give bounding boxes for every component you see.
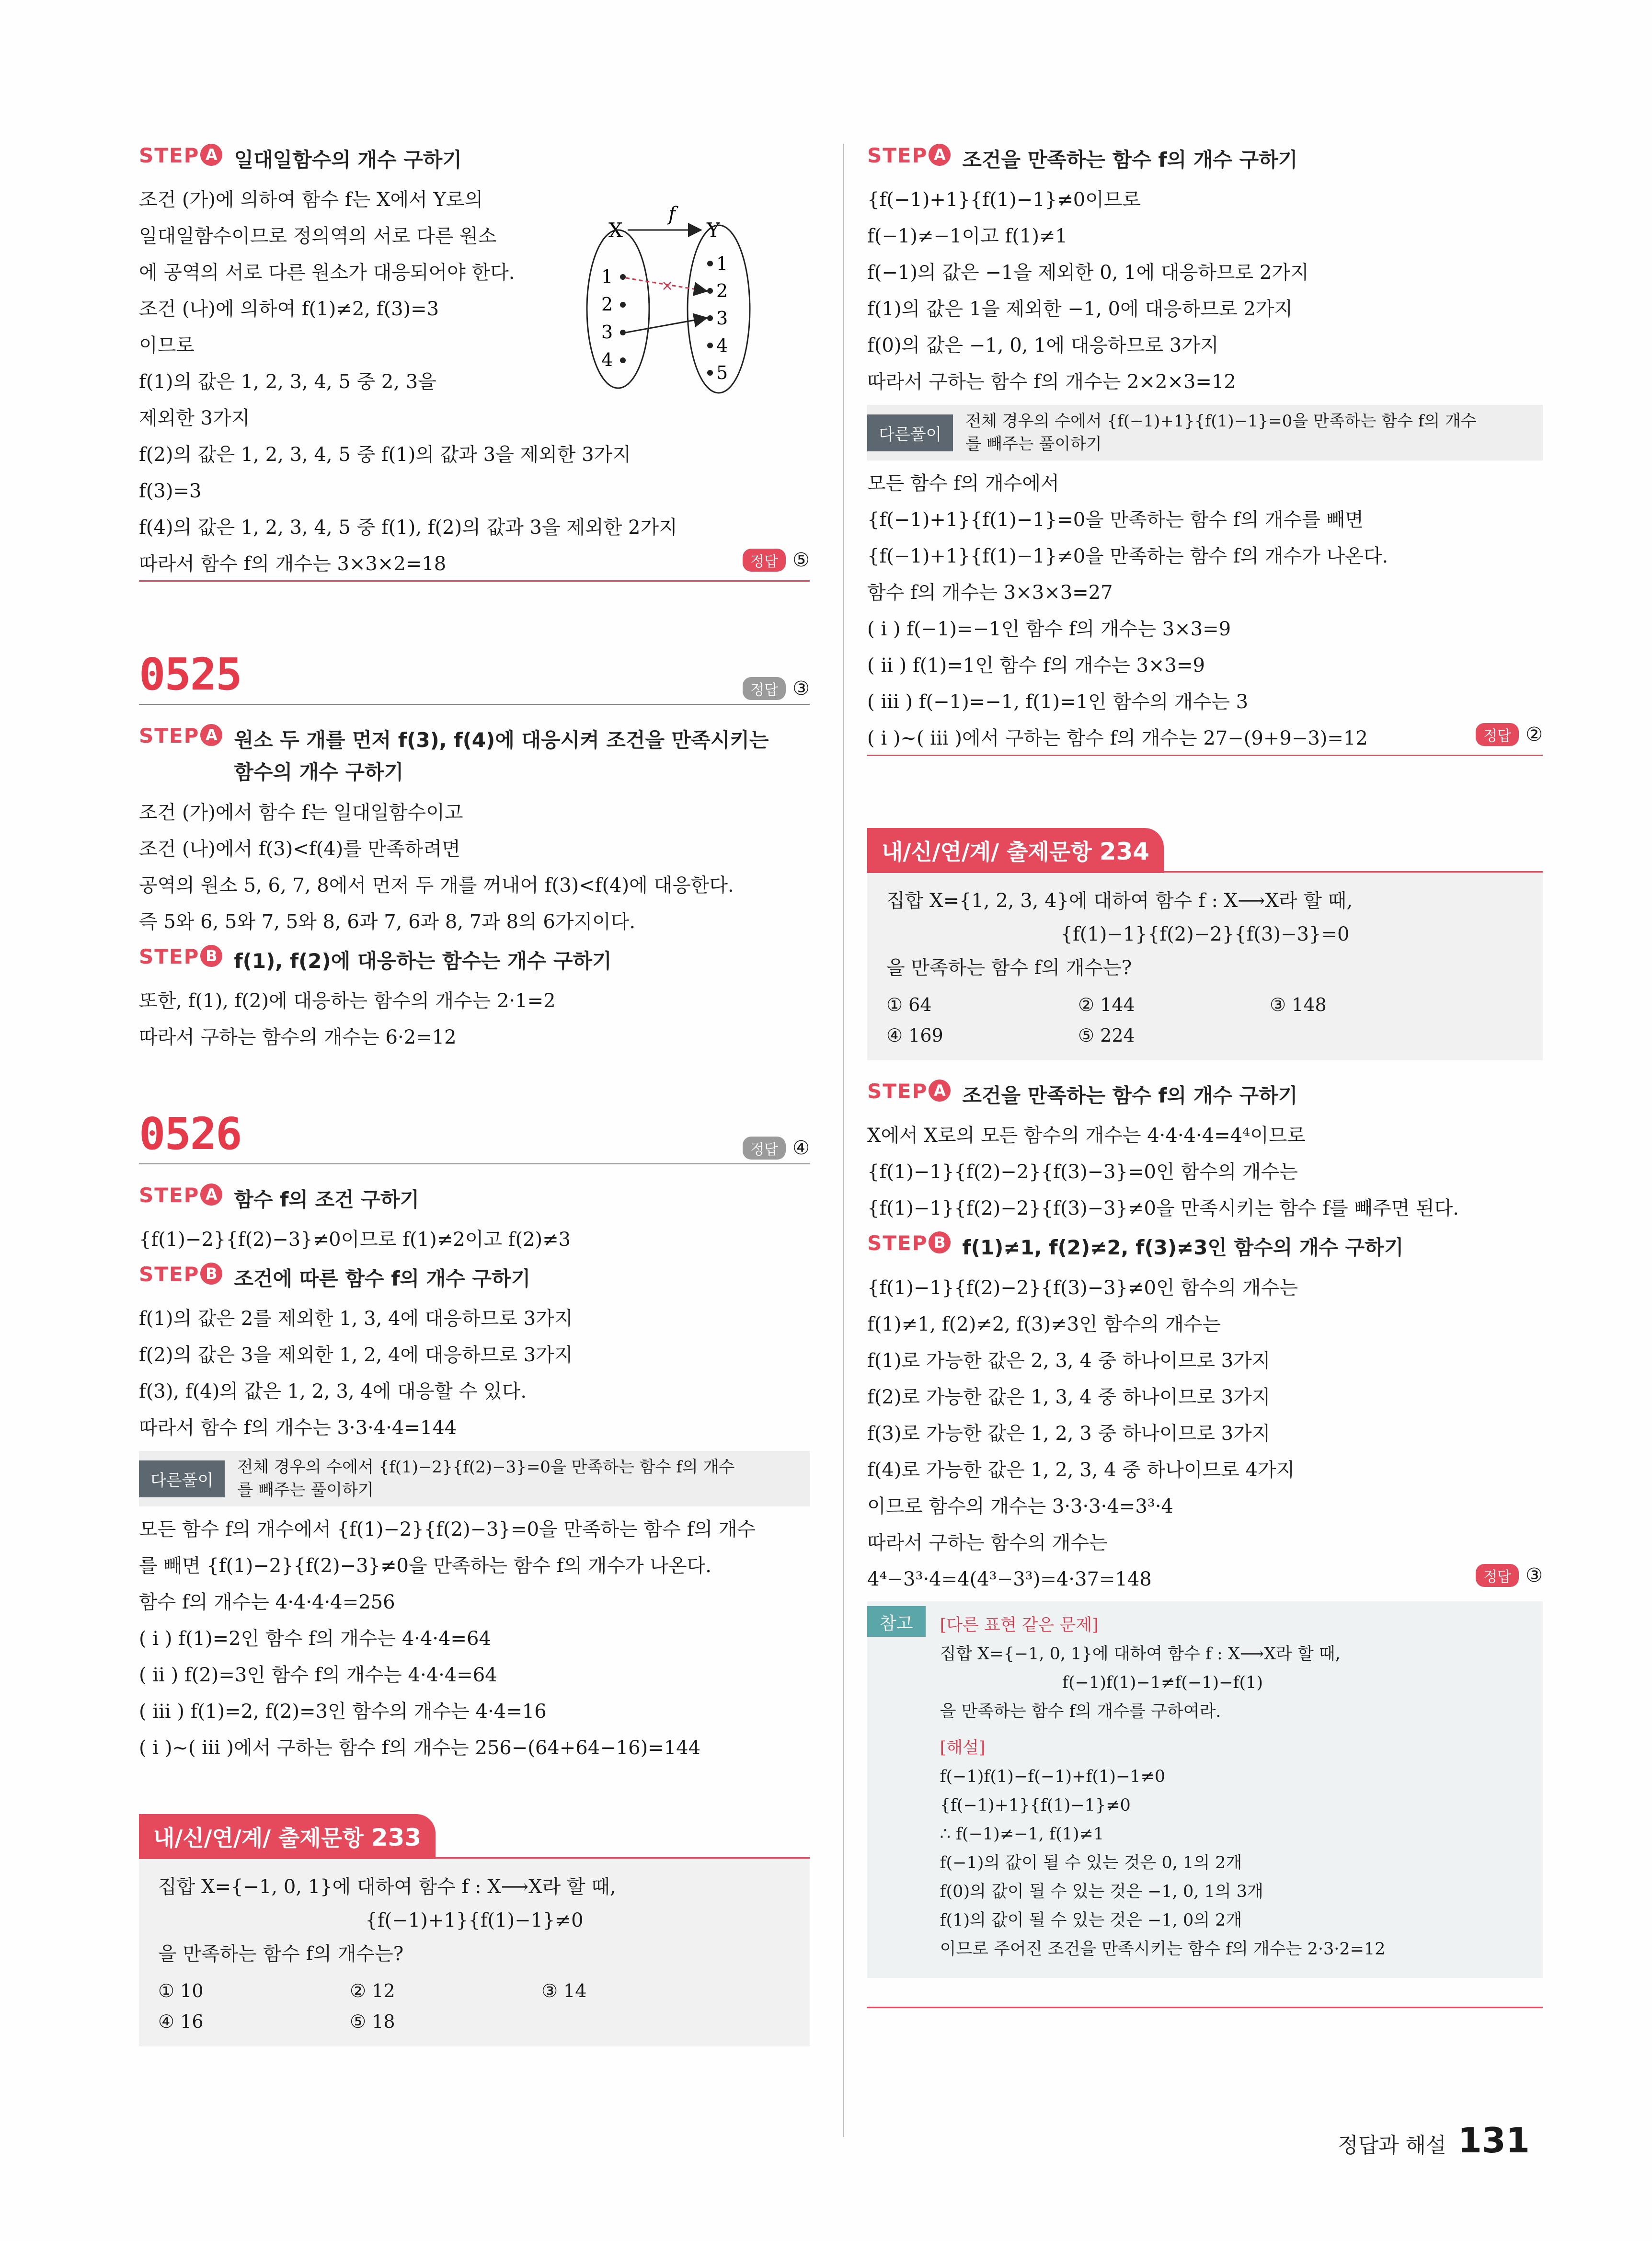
reference-solution-line: f(−1)의 값이 될 수 있는 것은 0, 1의 2개: [940, 1853, 1242, 1873]
text-line: 모든 함수 f의 개수에서 {f(1)−2}{f(2)−3}=0을 만족하는 함수 f의 개수: [139, 1518, 756, 1541]
step-header: [139, 1184, 810, 1216]
step-header: [867, 144, 1543, 176]
y-item: 3: [716, 308, 728, 329]
y-dot: [707, 288, 713, 294]
step-label: STEP: [139, 144, 200, 167]
problem-line: 을 만족하는 함수 f의 개수는?: [158, 1943, 404, 1965]
text-line: 따라서 구하는 함수의 개수는 6·2=12: [139, 1026, 457, 1048]
answer-badge: 정답: [1476, 723, 1519, 746]
related-problem-number: 233: [371, 1824, 422, 1852]
cross-mark: ×: [661, 277, 674, 294]
reference-note: [867, 1601, 1543, 1978]
solution-block-233: [867, 144, 1543, 756]
choices: [886, 989, 1524, 1051]
x-set-label: X: [608, 218, 623, 242]
answer-badge: 정답: [743, 549, 786, 572]
text-line: f(4)로 가능한 값은 1, 2, 3, 4 중 하나이므로 4가지: [867, 1459, 1295, 1481]
alternative-solution-banner: [867, 405, 1543, 460]
text-line: 이므로 함수의 개수는 3·3·3·4=3³·4: [867, 1495, 1174, 1517]
text-line: 따라서 구하는 함수의 개수는: [867, 1531, 1108, 1554]
answer-row: [743, 677, 810, 700]
reference-line: 집합 X={−1, 0, 1}에 대하여 함수 f : X⟶X라 할 때,: [940, 1644, 1341, 1664]
step-header: [867, 1231, 1543, 1264]
related-problem-title: 내/신/연/계/ 출제문항: [882, 839, 1092, 865]
related-problem-body: [139, 1859, 810, 2046]
problem-number: 0526: [139, 1108, 241, 1160]
x-item: 1: [601, 266, 613, 287]
problem-line: 을 만족하는 함수 f의 개수는?: [886, 957, 1132, 979]
reference-heading: [다른 표현 같은 문제]: [940, 1615, 1099, 1635]
text-line: ( i )~( iii )에서 구하는 함수 f의 개수는 27−(9+9−3)=12: [867, 727, 1368, 750]
text-line: ( i )~( iii )에서 구하는 함수 f의 개수는 256−(64+64−16)=144: [139, 1737, 701, 1759]
text-line: ( i ) f(−1)=−1인 함수 f의 개수는 3×3=9: [867, 618, 1231, 641]
right-column: [867, 144, 1543, 2008]
answer-value: ③: [792, 678, 810, 700]
text-line: 즉 5와 6, 5와 7, 5와 8, 6과 7, 6과 8, 7과 8의 6가지이다.: [139, 910, 636, 933]
alternative-description: [965, 410, 1476, 456]
text-line: 일대일함수이므로 정의역의 서로 다른 원소: [139, 225, 497, 248]
alternative-line: 전체 경우의 수에서 {f(−1)+1}{f(1)−1}=0을 만족하는 함수 f의 개수: [965, 412, 1477, 431]
text-line: {f(1)−1}{f(2)−2}{f(3)−3}=0인 함수의 개수는: [867, 1161, 1298, 1184]
reference-solution-line: f(−1)f(1)−f(−1)+f(1)−1≠0: [940, 1767, 1166, 1786]
problem-line: 집합 X={1, 2, 3, 4}에 대하여 함수 f : X⟶X라 할 때,: [886, 890, 1353, 912]
alternative-tag: 다른풀이: [139, 1460, 225, 1497]
text-line: f(1)의 값은 2를 제외한 1, 3, 4에 대응하므로 3가지: [139, 1308, 573, 1330]
step-title: 함수 f의 조건 구하기: [234, 1187, 420, 1211]
answer-row: [743, 1137, 810, 1160]
x-set-ellipse: [587, 230, 649, 388]
section-separator: [867, 2007, 1543, 2008]
step-label: STEP: [867, 1080, 928, 1103]
text-line: 따라서 구하는 함수 f의 개수는 2×2×3=12: [867, 371, 1236, 393]
alternative-line: 전체 경우의 수에서 {f(1)−2}{f(2)−3}=0을 만족하는 함수 f의 개수: [237, 1458, 735, 1477]
text-line: 함수 f의 개수는 3×3×3=27: [867, 582, 1113, 604]
text-line: 조건 (나)에서 f(3)<f(4)를 만족하려면: [139, 838, 460, 860]
x-item: 4: [601, 349, 613, 370]
column-divider: [843, 144, 844, 2137]
text-line: 조건 (나)에 의하여 f(1)≠2, f(3)=3: [139, 298, 439, 321]
alternative-tag: 다른풀이: [867, 414, 953, 451]
y-item: 4: [716, 335, 728, 356]
problem-header: [139, 1108, 810, 1164]
step-header: [139, 1263, 810, 1295]
y-dot: [707, 343, 713, 348]
text-line: f(2)의 값은 3을 제외한 1, 2, 4에 대응하므로 3가지: [139, 1344, 573, 1367]
step-title: 일대일함수의 개수 구하기: [234, 148, 462, 172]
related-problem-body: [867, 873, 1543, 1060]
step-title: [234, 724, 769, 788]
problem-condition: {f(1)−1}{f(2)−2}{f(3)−3}=0: [1060, 923, 1350, 946]
text-line: {f(−1)+1}{f(1)−1}=0을 만족하는 함수 f의 개수를 빼면: [867, 509, 1364, 531]
x-dot: [620, 330, 626, 335]
step-title-line: 함수의 개수 구하기: [234, 760, 404, 784]
y-dot: [707, 370, 713, 376]
text-line: f(−1)≠−1이고 f(1)≠1: [867, 225, 1067, 248]
problem-header: [139, 649, 810, 705]
text-line: 따라서 함수 f의 개수는 3·3·4·4=144: [139, 1417, 457, 1439]
text-line: f(3)로 가능한 값은 1, 2, 3 중 하나이므로 3가지: [867, 1422, 1271, 1445]
step-header: [867, 1080, 1543, 1112]
answer-badge: 정답: [743, 1137, 786, 1160]
step-label: STEP: [139, 1262, 200, 1286]
text-line: f(1)≠1, f(2)≠2, f(3)≠3인 함수의 개수는: [867, 1313, 1221, 1335]
reference-solution-heading: [해설]: [940, 1738, 986, 1758]
related-problem-233: [139, 1814, 810, 2046]
related-problem-header: [139, 1814, 436, 1859]
x-dot: [620, 357, 626, 363]
step-letter: B: [200, 945, 222, 967]
step-title: 조건에 따른 함수 f의 개수 구하기: [234, 1266, 531, 1290]
reference-solution-line: f(0)의 값이 될 수 있는 것은 −1, 0, 1의 3개: [940, 1882, 1263, 1901]
text-line: ( i ) f(1)=2인 함수 f의 개수는 4·4·4=64: [139, 1628, 491, 1650]
problem-line: 집합 X={−1, 0, 1}에 대하여 함수 f : X⟶X라 할 때,: [158, 1876, 616, 1898]
reference-line: 을 만족하는 함수 f의 개수를 구하여라.: [940, 1701, 1221, 1721]
text-line: 공역의 원소 5, 6, 7, 8에서 먼저 두 개를 꺼내어 f(3)<f(4)에 대응한다.: [139, 874, 734, 896]
related-problem-header: [867, 828, 1164, 873]
text-line: 이므로: [139, 334, 195, 357]
step-label: STEP: [139, 1183, 200, 1207]
function-mapping-diagram: [585, 196, 757, 398]
text-line: {f(−1)+1}{f(1)−1}≠0이므로: [867, 189, 1141, 211]
text-line: f(4)의 값은 1, 2, 3, 4, 5 중 f(1), f(2)의 값과 3을 제외한 2가지: [139, 517, 677, 539]
text-line: 함수 f의 개수는 4·4·4·4=256: [139, 1591, 395, 1614]
page-footer: [1338, 2120, 1530, 2161]
step-title-line: 원소 두 개를 먼저 f(3), f(4)에 대응시켜 조건을 만족시키는: [234, 728, 769, 752]
text-line: 또한, f(1), f(2)에 대응하는 함수의 개수는 2·1=2: [139, 989, 556, 1012]
alternative-line: 를 빼주는 풀이하기: [965, 435, 1102, 454]
f-label: f: [668, 203, 676, 225]
step-label: STEP: [867, 144, 928, 167]
step-letter: A: [200, 1184, 222, 1206]
text-line: 따라서 함수 f의 개수는 3×3×2=18: [139, 553, 447, 575]
problem-0525: [139, 649, 810, 1056]
step-title: 조건을 만족하는 함수 f의 개수 구하기: [962, 1084, 1298, 1108]
reference-body: [940, 1611, 1386, 1964]
reference-tag: 참고: [867, 1606, 926, 1637]
text-line: f(2)의 값은 1, 2, 3, 4, 5 중 f(1)의 값과 3을 제외한 3가지: [139, 444, 631, 466]
x-dot: [620, 302, 626, 308]
y-set-label: Y: [707, 218, 720, 242]
choice: ② 12: [350, 1980, 395, 2002]
answer-value: ⑤: [792, 549, 810, 572]
step-letter: B: [200, 1263, 222, 1285]
text-line: {f(−1)+1}{f(1)−1}≠0을 만족하는 함수 f의 개수가 나온다.: [867, 545, 1388, 568]
answer-badge: 정답: [1476, 1564, 1519, 1587]
text-line: f(3), f(4)의 값은 1, 2, 3, 4에 대응할 수 있다.: [139, 1380, 527, 1403]
page-number: 131: [1457, 2120, 1530, 2161]
text-line: 제외한 3가지: [139, 407, 250, 430]
step-letter: A: [929, 144, 951, 166]
reference-solution-line: 이므로 주어진 조건을 만족시키는 함수 f의 개수는 2·3·2=12: [940, 1939, 1386, 1959]
reference-solution-line: {f(−1)+1}{f(1)−1}≠0: [940, 1795, 1131, 1815]
mapping-arrow-3-to-3: [626, 318, 705, 333]
footer-title: 정답과 해설: [1338, 2133, 1446, 2158]
text-line: 조건 (가)에 의하여 함수 f는 X에서 Y로의: [139, 189, 483, 211]
solution-block-prev: [139, 144, 810, 582]
y-dot: [707, 315, 713, 321]
y-item: 2: [716, 280, 728, 301]
step-label: STEP: [867, 1231, 928, 1255]
choice: ⑤ 224: [1078, 1025, 1135, 1046]
step-letter: A: [200, 724, 222, 746]
text-line: f(1)의 값은 1을 제외한 −1, 0에 대응하므로 2가지: [867, 298, 1293, 321]
text-line: f(3)=3: [139, 480, 202, 503]
answer-value: ③: [1526, 1564, 1543, 1586]
step-title: f(1)≠1, f(2)≠2, f(3)≠3인 함수의 개수 구하기: [962, 1236, 1404, 1260]
choice: ④ 169: [886, 1025, 943, 1046]
y-item: 1: [716, 253, 728, 274]
alternative-line: 를 빼주는 풀이하기: [237, 1481, 374, 1500]
text-line: ( iii ) f(1)=2, f(2)=3인 함수의 개수는 4·4=16: [139, 1701, 547, 1723]
choice: ① 64: [886, 994, 932, 1016]
choice: ④ 16: [158, 2011, 204, 2033]
alternative-description: [237, 1456, 734, 1502]
text-line: 를 빼면 {f(1)−2}{f(2)−3}≠0을 만족하는 함수 f의 개수가 나온다.: [139, 1555, 712, 1577]
step-letter: A: [200, 144, 222, 166]
text-line: X에서 X로의 모든 함수의 개수는 4·4·4·4=4⁴이므로: [867, 1125, 1306, 1147]
choice: ⑤ 18: [350, 2011, 395, 2033]
answer-badge: 정답: [743, 677, 786, 700]
reference-line: f(−1)f(1)−1≠f(−1)−f(1): [1062, 1673, 1263, 1692]
related-problem-234: [867, 828, 1543, 1060]
problem-0526: [139, 1108, 810, 1766]
y-item: 5: [716, 362, 728, 383]
answer-value: ②: [1526, 724, 1543, 746]
step-letter: A: [929, 1080, 951, 1102]
text-line: f(−1)의 값은 −1을 제외한 0, 1에 대응하므로 2가지: [867, 262, 1309, 284]
step-header: [139, 945, 810, 977]
text-line: f(1)로 가능한 값은 2, 3, 4 중 하나이므로 3가지: [867, 1349, 1271, 1372]
text-line: 에 공역의 서로 다른 원소가 대응되어야 한다.: [139, 262, 515, 284]
y-dot: [707, 261, 713, 266]
x-item: 3: [601, 322, 613, 343]
step-header: [139, 144, 810, 176]
choice: ② 144: [1078, 994, 1135, 1016]
related-problem-title: 내/신/연/계/ 출제문항: [153, 1825, 364, 1851]
left-column: [139, 144, 810, 2046]
related-problem-number: 234: [1099, 838, 1150, 866]
text-line: {f(1)−1}{f(2)−2}{f(3)−3}≠0을 만족시키는 함수 f를 빼주면 된다.: [867, 1197, 1459, 1220]
text-line: ( iii ) f(−1)=−1, f(1)=1인 함수의 개수는 3: [867, 691, 1249, 713]
text-line: 조건 (가)에서 함수 f는 일대일함수이고: [139, 801, 463, 824]
step-label: STEP: [139, 944, 200, 968]
answer-value: ④: [792, 1137, 810, 1159]
text-line: {f(1)−1}{f(2)−2}{f(3)−3}≠0인 함수의 개수는: [867, 1276, 1298, 1299]
text-line: ( ii ) f(2)=3인 함수 f의 개수는 4·4·4=64: [139, 1664, 497, 1687]
problem-condition: {f(−1)+1}{f(1)−1}≠0: [365, 1909, 584, 1932]
alternative-solution-banner: [139, 1451, 810, 1506]
reference-solution-line: ∴ f(−1)≠−1, f(1)≠1: [940, 1824, 1104, 1844]
x-dot: [620, 274, 626, 280]
step-label: STEP: [139, 724, 200, 748]
text-line: f(2)로 가능한 값은 1, 3, 4 중 하나이므로 3가지: [867, 1386, 1271, 1408]
solution-block-234: [867, 1080, 1543, 2008]
text-line: f(1)의 값은 1, 2, 3, 4, 5 중 2, 3을: [139, 371, 436, 393]
text-line: ( ii ) f(1)=1인 함수 f의 개수는 3×3=9: [867, 655, 1205, 677]
step-title: f(1), f(2)에 대응하는 함수는 개수 구하기: [234, 949, 612, 973]
problem-number: 0525: [139, 649, 241, 701]
step-letter: B: [929, 1231, 951, 1253]
choices: [158, 1976, 791, 2037]
choice: ① 10: [158, 1980, 204, 2002]
reference-solution-line: f(1)의 값이 될 수 있는 것은 −1, 0의 2개: [940, 1910, 1242, 1930]
text-line: 모든 함수 f의 개수에서: [867, 472, 1059, 495]
choice: ③ 148: [1270, 994, 1327, 1016]
choice: ③ 14: [541, 1980, 587, 2002]
step-header: [139, 724, 810, 788]
x-item: 2: [601, 294, 613, 315]
text-line: {f(1)−2}{f(2)−3}≠0이므로 f(1)≠2이고 f(2)≠3: [139, 1228, 571, 1251]
step-title: 조건을 만족하는 함수 f의 개수 구하기: [962, 148, 1298, 172]
text-line: 4⁴−3³·4=4(4³−3³)=4·37=148: [867, 1568, 1152, 1590]
text-line: f(0)의 값은 −1, 0, 1에 대응하므로 3가지: [867, 334, 1219, 357]
